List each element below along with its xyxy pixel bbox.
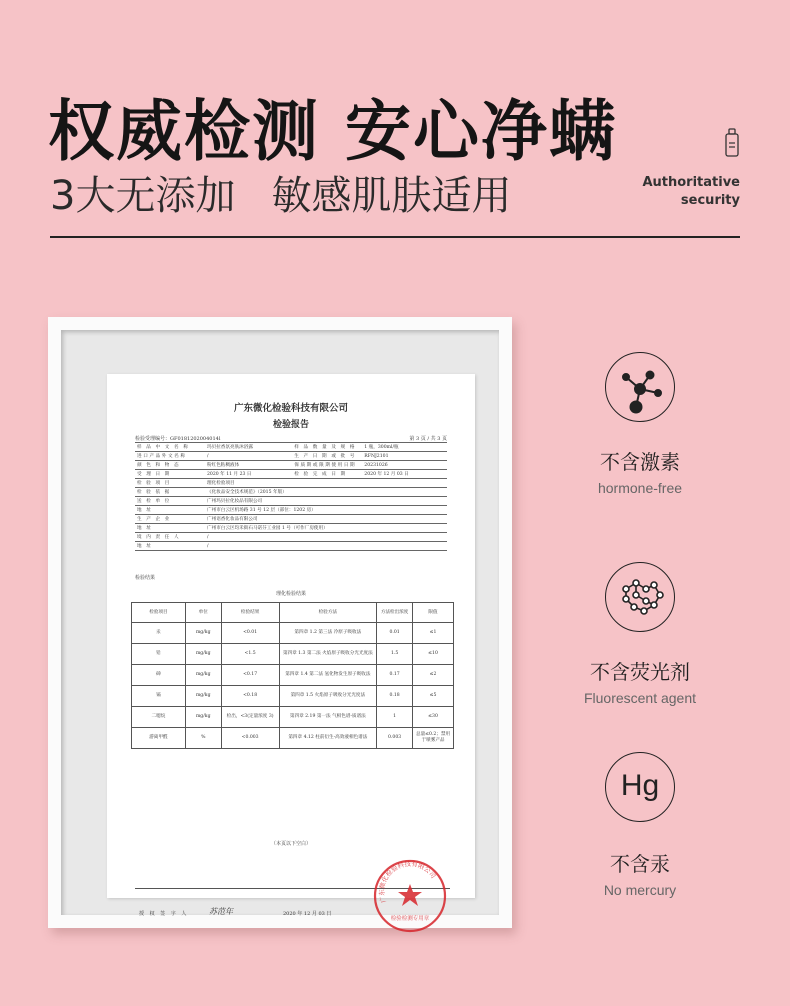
report-company: 广东微化检验科技有限公司 bbox=[233, 403, 348, 414]
info-row bbox=[135, 470, 447, 479]
authoritative-security-badge bbox=[600, 174, 740, 210]
result-row bbox=[132, 665, 454, 686]
info-value: 2020 年 12 月 03 日 bbox=[362, 470, 447, 479]
info-row bbox=[135, 479, 447, 488]
sign-date: 2020 年 12 月 03 日 bbox=[283, 911, 332, 917]
info-label: 进口产品外文名称 bbox=[135, 452, 205, 461]
molecule-icon bbox=[605, 352, 675, 422]
signer-label: 授 权 签 字 人 bbox=[139, 911, 189, 917]
result-table bbox=[131, 602, 454, 749]
ring-molecule-icon bbox=[605, 562, 675, 632]
result-cell: 铅 bbox=[132, 644, 186, 665]
result-cell: 检出，<3(定量浓度 3) bbox=[221, 707, 279, 728]
info-row bbox=[135, 461, 447, 470]
result-cell: % bbox=[185, 728, 221, 749]
feature-fluorescent-free bbox=[560, 562, 720, 706]
feature-2-subtitle: Fluorescent agent bbox=[583, 690, 697, 706]
feature-mercury-free bbox=[560, 752, 720, 898]
info-value: 2020 年 11 月 23 日 bbox=[205, 470, 292, 479]
hg-symbol: Hg bbox=[620, 769, 660, 802]
result-header-cell: 检验项目 bbox=[132, 603, 186, 623]
bottle-icon bbox=[724, 128, 740, 158]
result-cell: 0.003 bbox=[377, 728, 413, 749]
result-header-cell: 单位 bbox=[185, 603, 221, 623]
header-divider bbox=[50, 236, 740, 238]
info-value: / bbox=[205, 533, 447, 542]
result-cell: ≤1 bbox=[413, 623, 454, 644]
info-label: 颜 色 和 物 态 bbox=[135, 461, 205, 470]
stamp-subtext: 检验检测专用章 bbox=[390, 916, 430, 922]
result-cell: <0.17 bbox=[221, 665, 279, 686]
subhead-sensitive-skin: 敏感肌肤适用 bbox=[271, 173, 512, 219]
info-value: 1 瓶，300ml/瓶 bbox=[362, 443, 447, 452]
result-cell: 第四章 1.4 第二法 氢化物发生原子吸收法 bbox=[279, 665, 377, 686]
info-label: 样 品 数 量 及 规 格 bbox=[292, 443, 362, 452]
result-header-cell: 检验结果 bbox=[221, 603, 279, 623]
info-row bbox=[135, 515, 447, 524]
result-cell: ≤2 bbox=[413, 665, 454, 686]
result-cell: <0.01 bbox=[221, 623, 279, 644]
info-value: 理化检验项目 bbox=[205, 479, 447, 488]
info-value: 《化妆品安全技术规范》（2015 年版） bbox=[205, 488, 447, 497]
feature-hormone-free bbox=[560, 352, 720, 496]
result-cell: 镉 bbox=[132, 686, 186, 707]
result-row bbox=[132, 707, 454, 728]
result-cell: mg/kg bbox=[185, 623, 221, 644]
info-label: 地 址 bbox=[135, 524, 205, 533]
official-seal-stamp bbox=[372, 858, 448, 934]
info-label: 境 内 责 任 人 bbox=[135, 533, 205, 542]
result-cell: mg/kg bbox=[185, 707, 221, 728]
info-label: 样 品 中 文 名 称 bbox=[135, 443, 205, 452]
result-cell: 0.18 bbox=[377, 686, 413, 707]
result-row bbox=[132, 686, 454, 707]
result-row bbox=[132, 728, 454, 749]
info-label: 检 验 项 目 bbox=[135, 479, 205, 488]
report-title: 检验报告 bbox=[272, 420, 309, 430]
info-value: / bbox=[205, 542, 447, 551]
hg-icon bbox=[605, 752, 675, 822]
feature-1-subtitle: hormone-free bbox=[597, 480, 683, 496]
result-header-row bbox=[132, 603, 454, 623]
headline: 权威检测 安心净螨 bbox=[48, 93, 617, 170]
result-cell: mg/kg bbox=[185, 686, 221, 707]
frame-mat bbox=[61, 330, 499, 922]
result-cell: 第四章 1.2 第三法 冷原子吸收法 bbox=[279, 623, 377, 644]
info-value: 广州市白云区均禾街石马诺芬工业园 1 号（可作厂房使用） bbox=[205, 524, 447, 533]
info-label: 生 产 日 期 或 批 号 bbox=[292, 452, 362, 461]
result-cell: mg/kg bbox=[185, 644, 221, 665]
result-cell: ≤30 bbox=[413, 707, 454, 728]
feature-3-title: 不含汞 bbox=[610, 852, 670, 876]
report-page-number: 第 3 页 / 共 3 页 bbox=[409, 436, 447, 442]
result-table-caption: 理化检验结果 bbox=[275, 591, 306, 597]
result-cell: <0.003 bbox=[221, 728, 279, 749]
result-section-label: 检验结果 bbox=[135, 575, 156, 581]
info-label: 送 检 单 位 bbox=[135, 497, 205, 506]
result-header-cell: 检验方法 bbox=[279, 603, 377, 623]
result-cell: 1 bbox=[377, 707, 413, 728]
result-header-cell: 方法检出浓度 bbox=[377, 603, 413, 623]
certificate-frame bbox=[48, 317, 512, 928]
info-label: 地 址 bbox=[135, 506, 205, 515]
result-cell: ≤5 bbox=[413, 686, 454, 707]
subheadline bbox=[50, 164, 511, 221]
info-label: 保质期或限期使用日期 bbox=[292, 461, 362, 470]
info-row bbox=[135, 497, 447, 506]
info-row bbox=[135, 452, 447, 461]
info-row bbox=[135, 506, 447, 515]
result-cell: <1.5 bbox=[221, 644, 279, 665]
result-row bbox=[132, 644, 454, 665]
blank-page-note: （本页以下空白） bbox=[270, 841, 311, 847]
info-value: 粉红色粘稠液体 bbox=[205, 461, 292, 470]
info-value: / bbox=[205, 452, 292, 461]
result-cell: 1.5 bbox=[377, 644, 413, 665]
result-cell: mg/kg bbox=[185, 665, 221, 686]
result-cell: 二噁烷 bbox=[132, 707, 186, 728]
info-value: 20231026 bbox=[362, 461, 447, 470]
subhead-no-additives: 3大无添加 bbox=[50, 173, 236, 219]
test-report-document bbox=[107, 374, 475, 922]
result-header-cell: 限值 bbox=[413, 603, 454, 623]
info-label: 检 验 依 据 bbox=[135, 488, 205, 497]
result-cell: 汞 bbox=[132, 623, 186, 644]
result-cell: <0.18 bbox=[221, 686, 279, 707]
info-label: 生 产 企 业 bbox=[135, 515, 205, 524]
sample-info-table bbox=[135, 442, 447, 551]
info-row bbox=[135, 524, 447, 533]
result-cell: 游离甲醛 bbox=[132, 728, 186, 749]
result-cell: 0.17 bbox=[377, 665, 413, 686]
info-value: 广州市白云区机场路 31 号 12 层（部位：1202 房） bbox=[205, 506, 447, 515]
result-cell: 第四章 4.12 柱前衍生-高效液相色谱法 bbox=[279, 728, 377, 749]
info-value: 广州玛贝拉化妆品有限公司 bbox=[205, 497, 447, 506]
result-cell: 总量≤0.2；禁用于喷雾产品 bbox=[413, 728, 454, 749]
info-value: 玛贝拉香氛亮肤沐浴露 bbox=[205, 443, 292, 452]
result-cell: ≤10 bbox=[413, 644, 454, 665]
result-row bbox=[132, 623, 454, 644]
info-value: RFNJ2101 bbox=[362, 452, 447, 461]
result-cell: 砷 bbox=[132, 665, 186, 686]
result-cell: 0.01 bbox=[377, 623, 413, 644]
info-row bbox=[135, 443, 447, 452]
report-accept-number: 检验受理编号：GF0181202004014l bbox=[135, 436, 221, 442]
result-cell: 第四章 1.3 第二法 火焰原子吸收分光光度法 bbox=[279, 644, 377, 665]
info-row bbox=[135, 533, 447, 542]
feature-2-title: 不含荧光剂 bbox=[590, 660, 690, 684]
info-label: 检 验 完 成 日 期 bbox=[292, 470, 362, 479]
feature-1-title: 不含激素 bbox=[600, 450, 680, 474]
badge-line-2: security bbox=[680, 193, 740, 208]
info-row bbox=[135, 488, 447, 497]
result-cell: 第四章 1.5 火焰原子吸收分光光度法 bbox=[279, 686, 377, 707]
badge-line-1: Authoritative bbox=[642, 175, 740, 190]
result-cell: 第四章 2.19 第一法 气相色谱-质谱法 bbox=[279, 707, 377, 728]
info-label: 地 址 bbox=[135, 542, 205, 551]
signature: 苏范年 bbox=[209, 907, 233, 916]
info-value: 广州语香化妆品有限公司 bbox=[205, 515, 447, 524]
info-row bbox=[135, 542, 447, 551]
stamp-text: 广东微化检验科技有限公司 bbox=[377, 859, 438, 904]
feature-3-subtitle: No mercury bbox=[603, 882, 677, 898]
info-label: 受 理 日 期 bbox=[135, 470, 205, 479]
